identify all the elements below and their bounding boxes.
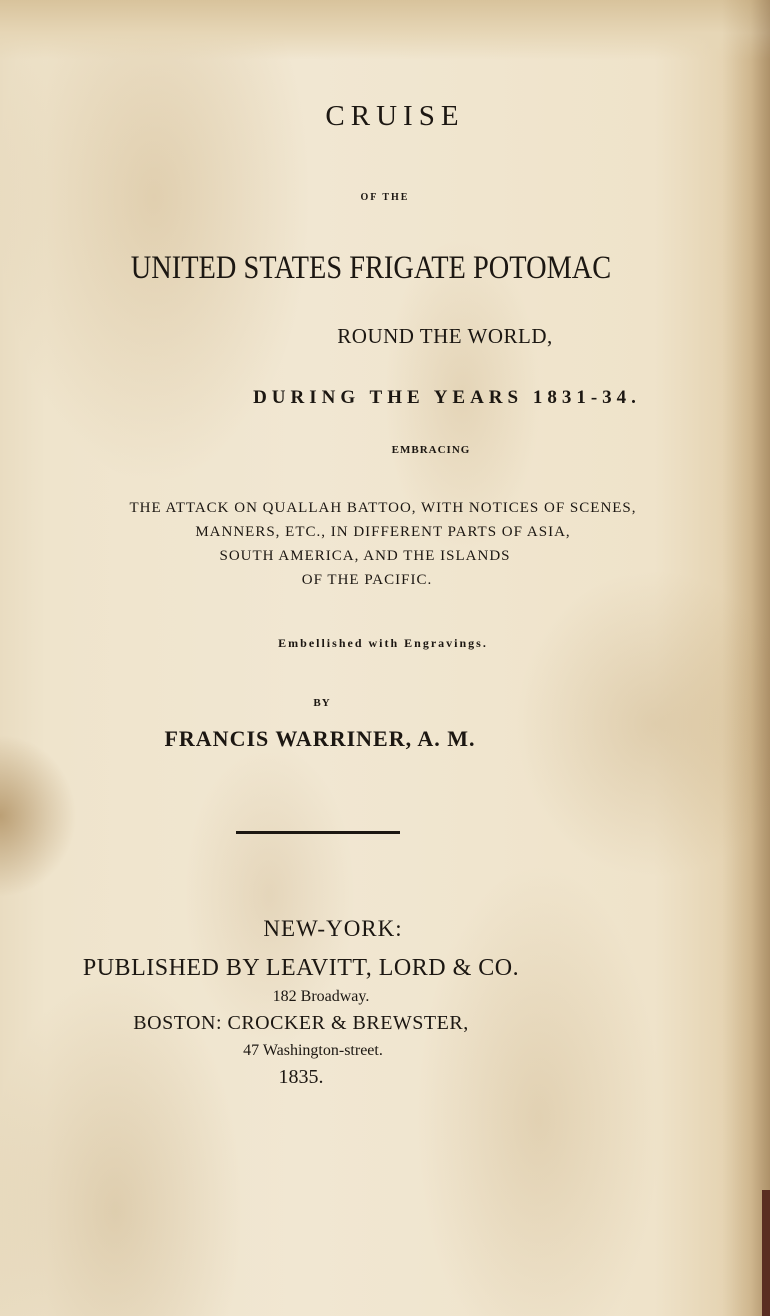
description-line-1: THE ATTACK ON QUALLAH BATTOO, WITH NOTICES OF SCENES, <box>129 500 637 516</box>
page-top-edge-stain <box>0 0 770 60</box>
divider-rule <box>236 831 400 834</box>
description-line-2: MANNERS, ETC., IN DIFFERENT PARTS OF ASIA, <box>195 524 571 540</box>
binding-spine <box>762 1190 770 1316</box>
author-name: FRANCIS WARRINER, A. M. <box>164 726 476 751</box>
route-line: ROUND THE WORLD, <box>337 324 553 348</box>
imprint-year: 1835. <box>278 1066 324 1088</box>
imprint-city: NEW-YORK: <box>263 916 403 941</box>
imprint-boston-address: 47 Washington-street. <box>243 1042 383 1059</box>
description-line-3: SOUTH AMERICA, AND THE ISLANDS <box>219 548 511 564</box>
period-line: DURING THE YEARS 1831-34. <box>253 387 641 408</box>
description-line-4: OF THE PACIFIC. <box>301 572 433 588</box>
of-the-line: OF THE <box>360 192 410 203</box>
book-title: CRUISE <box>325 100 465 132</box>
embellished-line: Embellished with Engravings. <box>278 636 488 650</box>
embracing-line: EMBRACING <box>391 444 471 456</box>
imprint-publisher-address: 182 Broadway. <box>272 988 370 1005</box>
by-line: BY <box>313 697 331 709</box>
imprint-publisher: PUBLISHED BY LEAVITT, LORD & CO. <box>82 955 520 981</box>
imprint-boston: BOSTON: CROCKER & BREWSTER, <box>133 1012 469 1034</box>
ship-name: UNITED STATES FRIGATE POTOMAC <box>130 250 612 286</box>
